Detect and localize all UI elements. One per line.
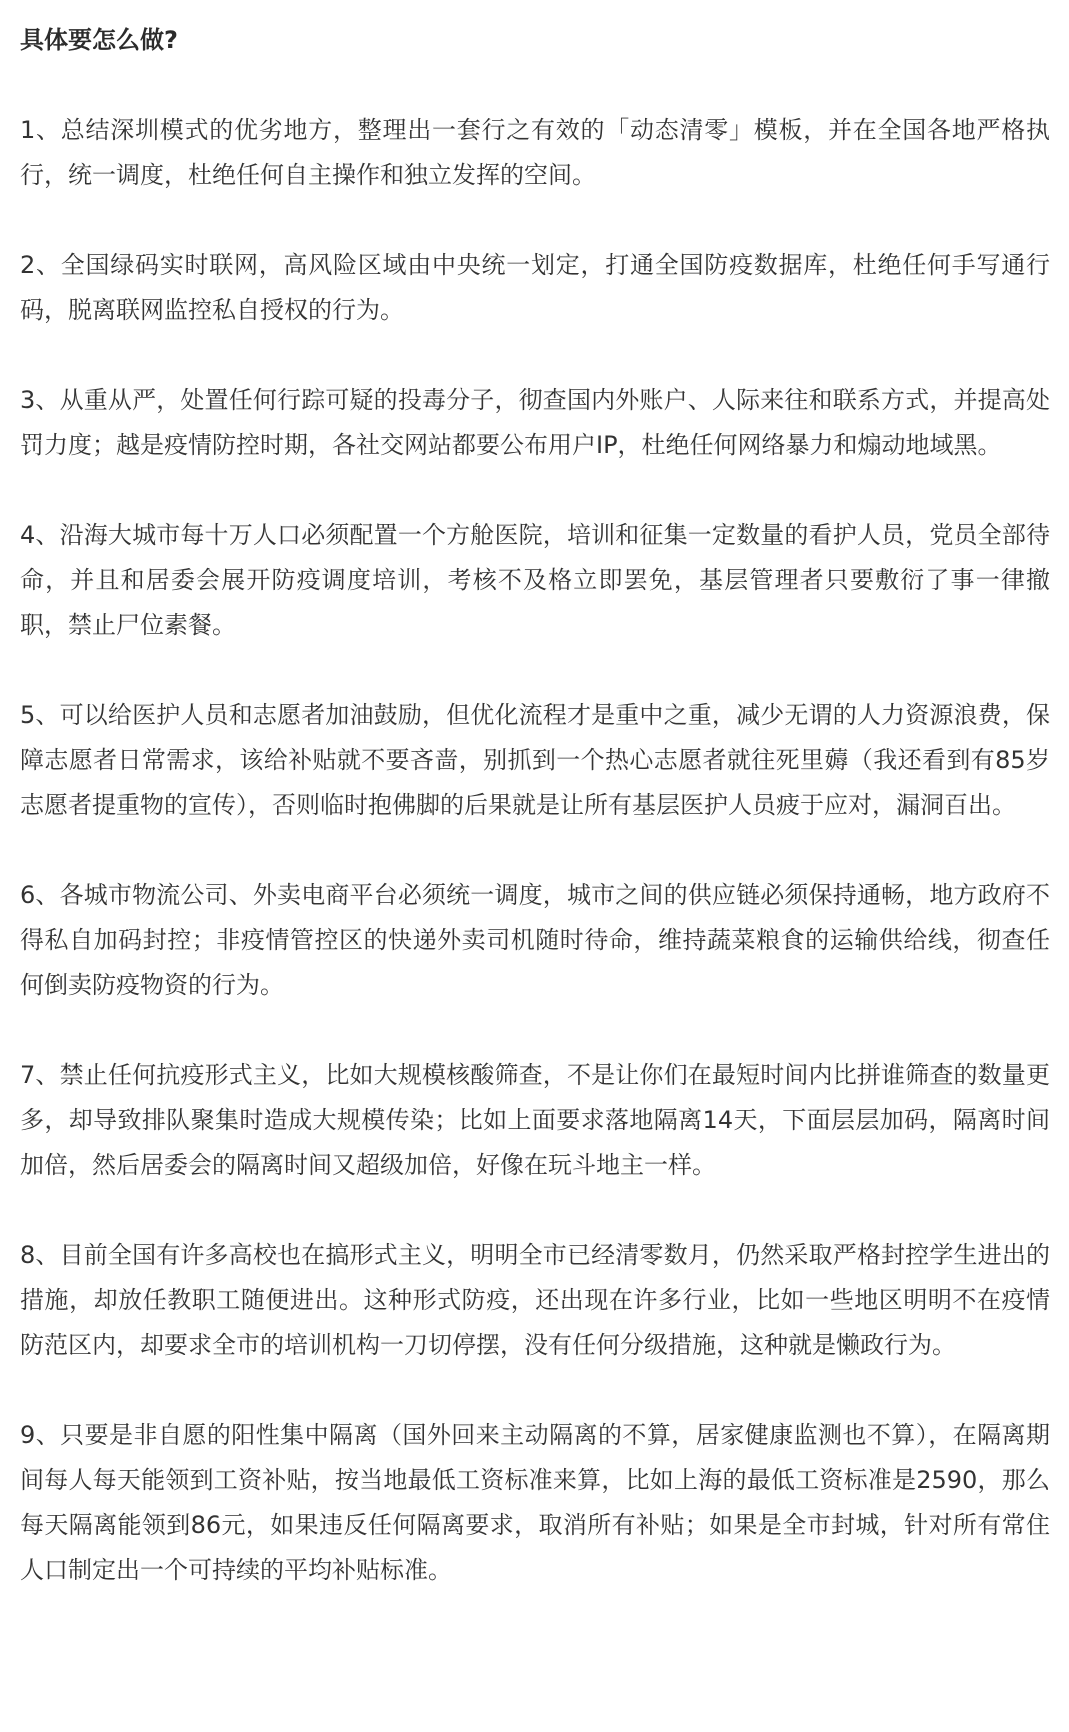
list-item-4: 4、沿海大城市每十万人口必须配置一个方舱医院，培训和征集一定数量的看护人员，党员全部待命，并且和居委会展开防疫调度培训，考核不及格立即罢免，基层管理者只要敷衍了事一律撤职，禁止尸位素餐。 [20, 521, 1050, 639]
list-item-5: 5、可以给医护人员和志愿者加油鼓励，但优化流程才是重中之重，减少无谓的人力资源浪费，保障志愿者日常需求，该给补贴就不要吝啬，别抓到一个热心志愿者就往死里薅（我还看到有85岁志愿者提重物的宣传），否则临时抱佛脚的后果就是让所有基层医护人员疲于应对，漏洞百出。 [20, 701, 1050, 819]
list-item-1: 1、总结深圳模式的优劣地方，整理出一套行之有效的「动态清零」模板，并在全国各地严格执行，统一调度，杜绝任何自主操作和独立发挥的空间。 [20, 116, 1050, 189]
list-item-8: 8、目前全国有许多高校也在搞形式主义，明明全市已经清零数月，仍然采取严格封控学生进出的措施，却放任教职工随便进出。这种形式防疫，还出现在许多行业，比如一些地区明明不在疫情防范区内，却要求全市的培训机构一刀切停摆，没有任何分级措施，这种就是懒政行为。 [20, 1241, 1050, 1359]
list-item-7: 7、禁止任何抗疫形式主义，比如大规模核酸筛查，不是让你们在最短时间内比拼谁筛查的数量更多，却导致排队聚集时造成大规模传染；比如上面要求落地隔离14天，下面层层加码，隔离时间加倍，然后居委会的隔离时间又超级加倍，好像在玩斗地主一样。 [20, 1061, 1050, 1179]
section-heading: 具体要怎么做? [20, 26, 178, 54]
list-item-6: 6、各城市物流公司、外卖电商平台必须统一调度，城市之间的供应链必须保持通畅，地方政府不得私自加码封控；非疫情管控区的快递外卖司机随时待命，维持蔬菜粮食的运输供给线，彻查任何倒卖防疫物资的行为。 [20, 881, 1050, 999]
list-item-3: 3、从重从严，处置任何行踪可疑的投毒分子，彻查国内外账户、人际来往和联系方式，并提高处罚力度；越是疫情防控时期，各社交网站都要公布用户IP，杜绝任何网络暴力和煽动地域黑。 [20, 386, 1050, 459]
list-item-9: 9、只要是非自愿的阳性集中隔离（国外回来主动隔离的不算，居家健康监测也不算），在隔离期间每人每天能领到工资补贴，按当地最低工资标准来算，比如上海的最低工资标准是2590，那么每天隔离能领到86元，如果违反任何隔离要求，取消所有补贴；如果是全市封城，针对所有常住人口制定出一个可持续的平均补贴标准。 [20, 1421, 1050, 1584]
list-item-2: 2、全国绿码实时联网，高风险区域由中央统一划定，打通全国防疫数据库，杜绝任何手写通行码，脱离联网监控私自授权的行为。 [20, 251, 1050, 324]
article-body [20, 18, 1050, 1593]
